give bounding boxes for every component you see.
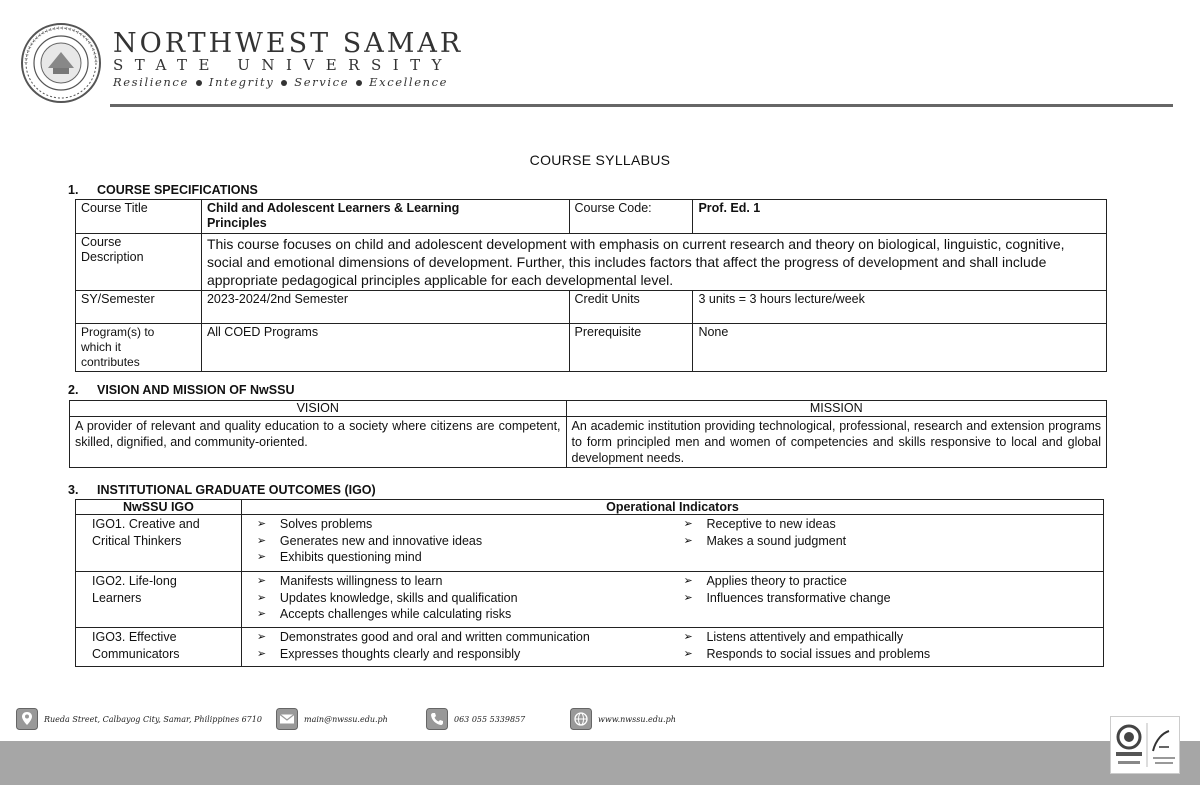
course-title-line: Child and Adolescent Learners & Learning xyxy=(206,201,460,215)
footer-band xyxy=(0,741,1200,785)
indicator-item xyxy=(246,606,673,623)
mission-header: MISSION xyxy=(566,401,1106,417)
indicators-right-column xyxy=(672,573,1099,623)
indicators-left-column xyxy=(246,573,673,623)
indicator-item xyxy=(246,573,673,590)
arrowhead-bullet-icon: ➢ xyxy=(256,608,267,620)
igo-row xyxy=(76,628,1104,667)
table-row xyxy=(76,200,1107,234)
label-line: Description xyxy=(81,250,144,264)
address-text: Rueda Street, Calbayog City, Samar, Philippines 6710 xyxy=(44,714,262,724)
indicator-text: Accepts challenges while calculating risks xyxy=(279,607,512,621)
indicator-text: Manifests willingness to learn xyxy=(279,574,443,588)
bullet-dot-icon xyxy=(196,80,202,86)
igo-indicators xyxy=(241,628,1103,667)
indicator-text: Influences transformative change xyxy=(706,590,891,605)
section-number: 2. xyxy=(68,383,79,397)
indicator-text: Applies theory to practice xyxy=(706,574,847,588)
igo-row xyxy=(76,515,1104,572)
igo-table xyxy=(75,499,1104,667)
indicator-item xyxy=(246,549,673,566)
programs-value: All COED Programs xyxy=(201,324,569,372)
credit-units-label: Credit Units xyxy=(569,291,693,324)
table-row xyxy=(76,324,1107,372)
indicator-item xyxy=(672,516,1099,533)
section-heading xyxy=(68,483,376,497)
indicator-item xyxy=(672,573,1099,590)
arrowhead-bullet-icon: ➢ xyxy=(256,534,267,547)
table-row xyxy=(76,500,1104,515)
vision-header: VISION xyxy=(70,401,567,417)
label-line: Program(s) to xyxy=(81,325,155,339)
indicator-item xyxy=(672,533,1099,550)
arrowhead-bullet-icon: ➢ xyxy=(683,518,693,530)
footer-email xyxy=(276,706,388,732)
indicator-item xyxy=(246,516,673,533)
indicator-item xyxy=(246,590,673,607)
website-text[interactable]: www.nwssu.edu.ph xyxy=(598,714,676,724)
indicator-text: Receptive to new ideas xyxy=(706,517,836,531)
arrowhead-bullet-icon: ➢ xyxy=(256,591,267,604)
indicators-column-header: Operational Indicators xyxy=(241,500,1103,515)
arrowhead-bullet-icon: ➢ xyxy=(683,575,693,587)
table-row xyxy=(76,291,1107,324)
indicator-text: Updates knowledge, skills and qualification xyxy=(279,590,518,605)
label-line: Course xyxy=(81,235,122,249)
indicator-text: Expresses thoughts clearly and responsibly xyxy=(279,646,521,661)
header-divider xyxy=(110,104,1173,107)
envelope-icon xyxy=(276,708,298,730)
igo-name xyxy=(76,628,242,667)
igo-name-line: IGO2. Life-long xyxy=(92,574,177,588)
phone-icon xyxy=(426,708,448,730)
vision-mission-table xyxy=(69,400,1107,468)
arrowhead-bullet-icon: ➢ xyxy=(683,534,693,547)
document-title: COURSE SYLLABUS xyxy=(529,152,671,168)
prerequisite-value: None xyxy=(693,324,1107,372)
footer-address xyxy=(16,706,262,732)
indicator-item xyxy=(246,629,673,646)
indicators-left-column xyxy=(246,629,673,662)
indicator-item xyxy=(246,533,673,550)
indicator-text: Solves problems xyxy=(279,517,373,531)
section-heading xyxy=(68,383,294,397)
indicator-text: Generates new and innovative ideas xyxy=(279,533,483,548)
indicator-text: Responds to social issues and problems xyxy=(706,646,931,661)
university-seal-logo xyxy=(20,22,102,104)
sy-semester-value: 2023-2024/2nd Semester xyxy=(201,291,569,324)
course-title-label: Course Title xyxy=(76,200,202,234)
vision-text: A provider of relevant and quality education to a society where citizens are competent, skilled, dignified, and community-oriented. xyxy=(70,417,567,468)
section-number: 3. xyxy=(68,483,79,497)
university-subtitle: STATE UNIVERSITY xyxy=(113,56,454,74)
section-heading xyxy=(68,183,258,197)
course-code-value: Prof. Ed. 1 xyxy=(693,200,1107,234)
label-line: contributes xyxy=(81,355,140,369)
indicator-text: Demonstrates good and oral and written communication xyxy=(279,630,590,644)
course-code-label: Course Code: xyxy=(569,200,693,234)
motto-word: Excellence xyxy=(369,75,449,89)
indicator-item xyxy=(246,646,673,663)
indicators-right-column xyxy=(672,516,1099,566)
credit-units-value: 3 units = 3 hours lecture/week xyxy=(693,291,1107,324)
section-title: COURSE SPECIFICATIONS xyxy=(97,183,258,197)
email-text[interactable]: main@nwssu.edu.ph xyxy=(304,714,388,724)
mission-text: An academic institution providing technological, professional, research and extension programs to form principled men and women of competencies and skills responsive to local and global development needs. xyxy=(566,417,1106,468)
arrowhead-bullet-icon: ➢ xyxy=(256,631,267,643)
bullet-dot-icon xyxy=(281,80,287,86)
arrowhead-bullet-icon: ➢ xyxy=(683,647,693,660)
indicator-text: Listens attentively and empathically xyxy=(706,630,904,644)
indicators-right-column xyxy=(672,629,1099,662)
university-name: NORTHWEST SAMAR xyxy=(113,28,464,59)
footer-phone xyxy=(426,706,525,732)
indicator-text: Exhibits questioning mind xyxy=(279,550,422,564)
arrowhead-bullet-icon: ➢ xyxy=(256,551,267,563)
label-line: which it xyxy=(81,340,122,354)
table-row xyxy=(70,401,1107,417)
igo-name-line: IGO3. Effective xyxy=(92,630,177,644)
igo-indicators xyxy=(241,515,1103,572)
phone-text: 063 055 5339857 xyxy=(454,714,526,724)
course-specifications-table xyxy=(75,199,1107,372)
igo-name xyxy=(76,515,242,572)
section-title: INSTITUTIONAL GRADUATE OUTCOMES (IGO) xyxy=(97,483,376,497)
igo-name-line: IGO1. Creative and xyxy=(92,517,200,531)
indicator-item xyxy=(672,590,1099,607)
motto-word: Service xyxy=(294,75,350,89)
table-row xyxy=(70,417,1107,468)
course-title-value xyxy=(201,200,569,234)
igo-row xyxy=(76,572,1104,628)
arrowhead-bullet-icon: ➢ xyxy=(256,575,267,587)
prerequisite-label: Prerequisite xyxy=(569,324,693,372)
indicator-item xyxy=(672,646,1099,663)
footer-website xyxy=(570,706,676,732)
certification-badges xyxy=(1110,716,1180,774)
arrowhead-bullet-icon: ➢ xyxy=(683,591,693,604)
igo-name xyxy=(76,572,242,628)
course-description-text: This course focuses on child and adolescent development with emphasis on current research and theory on biological, linguistic, cognitive, social and emotional dimensions of development. Further, this includes factors that affect the progress of development and shall include appropriate pedagogical principles applicable for each developmental level. xyxy=(201,234,1106,291)
arrowhead-bullet-icon: ➢ xyxy=(683,631,693,643)
section-title: VISION AND MISSION OF NwSSU xyxy=(97,383,295,397)
programs-label xyxy=(76,324,202,372)
map-pin-icon xyxy=(16,708,38,730)
indicators-left-column xyxy=(246,516,673,566)
course-title-line: Principles xyxy=(206,216,267,230)
motto-word: Integrity xyxy=(208,75,275,89)
indicator-text: Makes a sound judgment xyxy=(706,533,847,548)
igo-name-line: Learners xyxy=(92,590,142,605)
igo-column-header: NwSSU IGO xyxy=(76,500,242,515)
bullet-dot-icon xyxy=(356,80,362,86)
section-number: 1. xyxy=(68,183,79,197)
university-motto xyxy=(113,75,448,89)
sy-semester-label: SY/Semester xyxy=(76,291,202,324)
motto-word: Resilience xyxy=(113,75,189,89)
igo-name-line: Communicators xyxy=(92,646,180,661)
igo-name-line: Critical Thinkers xyxy=(92,533,182,548)
globe-icon xyxy=(570,708,592,730)
igo-indicators xyxy=(241,572,1103,628)
indicator-item xyxy=(672,629,1099,646)
arrowhead-bullet-icon: ➢ xyxy=(256,518,267,530)
arrowhead-bullet-icon: ➢ xyxy=(256,647,267,660)
course-description-label xyxy=(76,234,202,291)
table-row xyxy=(76,234,1107,291)
